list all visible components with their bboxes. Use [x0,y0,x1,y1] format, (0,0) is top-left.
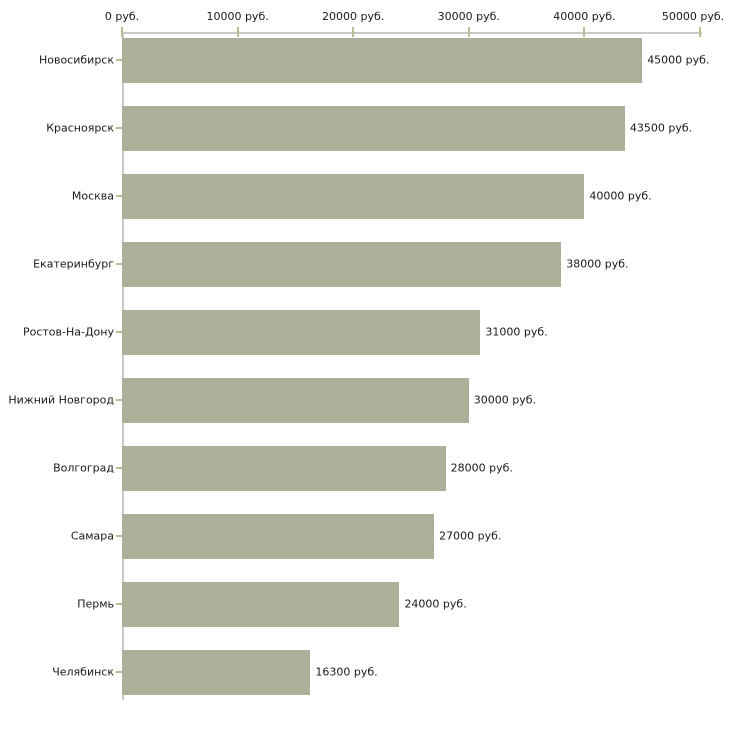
value-label: 24000 руб. [404,597,467,611]
bar [122,106,625,151]
value-label: 45000 руб. [647,53,710,67]
x-axis-tick [121,27,123,37]
value-label: 30000 руб. [473,393,537,407]
x-axis-line [122,32,702,34]
category-label: Пермь [77,597,114,611]
y-axis-tick [116,59,122,61]
bar [122,582,399,627]
value-label: 28000 руб. [450,461,513,475]
value-label: 31000 руб. [485,325,548,339]
x-axis-tick-label: 40000 руб. [553,10,616,23]
bar [122,38,642,83]
value-label: 16300 руб. [315,665,378,679]
bar [122,446,446,491]
bar [122,310,480,355]
category-label: Нижний Новгород [8,393,114,407]
category-label: Новосибирск [38,53,114,67]
bar [122,242,561,287]
value-label: 40000 руб. [589,189,652,203]
y-axis-tick [116,603,122,605]
category-label: Челябинск [52,665,114,679]
category-label: Красноярск [46,121,114,135]
category-label: Москва [71,189,114,203]
x-axis-tick-label: 20000 руб. [322,10,385,23]
bar [122,514,434,559]
x-axis-tick-label: 50000 руб. [661,10,725,23]
y-axis-tick [116,331,122,333]
x-axis-tick [583,27,585,37]
bar [122,650,310,695]
x-axis-tick [699,27,701,37]
y-axis-tick [116,535,122,537]
category-label: Волгоград [53,461,114,475]
x-axis-tick-label: 10000 руб. [206,10,269,23]
value-label: 27000 руб. [439,529,502,543]
x-axis-tick-label: 30000 руб. [437,10,500,23]
x-axis-tick-label: 0 руб. [104,10,140,23]
y-axis-tick [116,399,122,401]
x-axis-tick [468,27,470,37]
category-label: Самара [70,529,114,543]
value-label: 38000 руб. [566,257,629,271]
bar [122,174,584,219]
category-label: Екатеринбург [33,257,114,271]
x-axis-tick [237,27,239,37]
y-axis-tick [116,263,122,265]
y-axis-tick [116,195,122,197]
value-label: 43500 руб. [629,121,693,135]
bar [122,378,469,423]
x-axis-tick [352,27,354,37]
category-label: Ростов-На-Дону [22,325,114,339]
y-axis-tick [116,467,122,469]
y-axis-tick [116,127,122,129]
y-axis-tick [116,671,122,673]
